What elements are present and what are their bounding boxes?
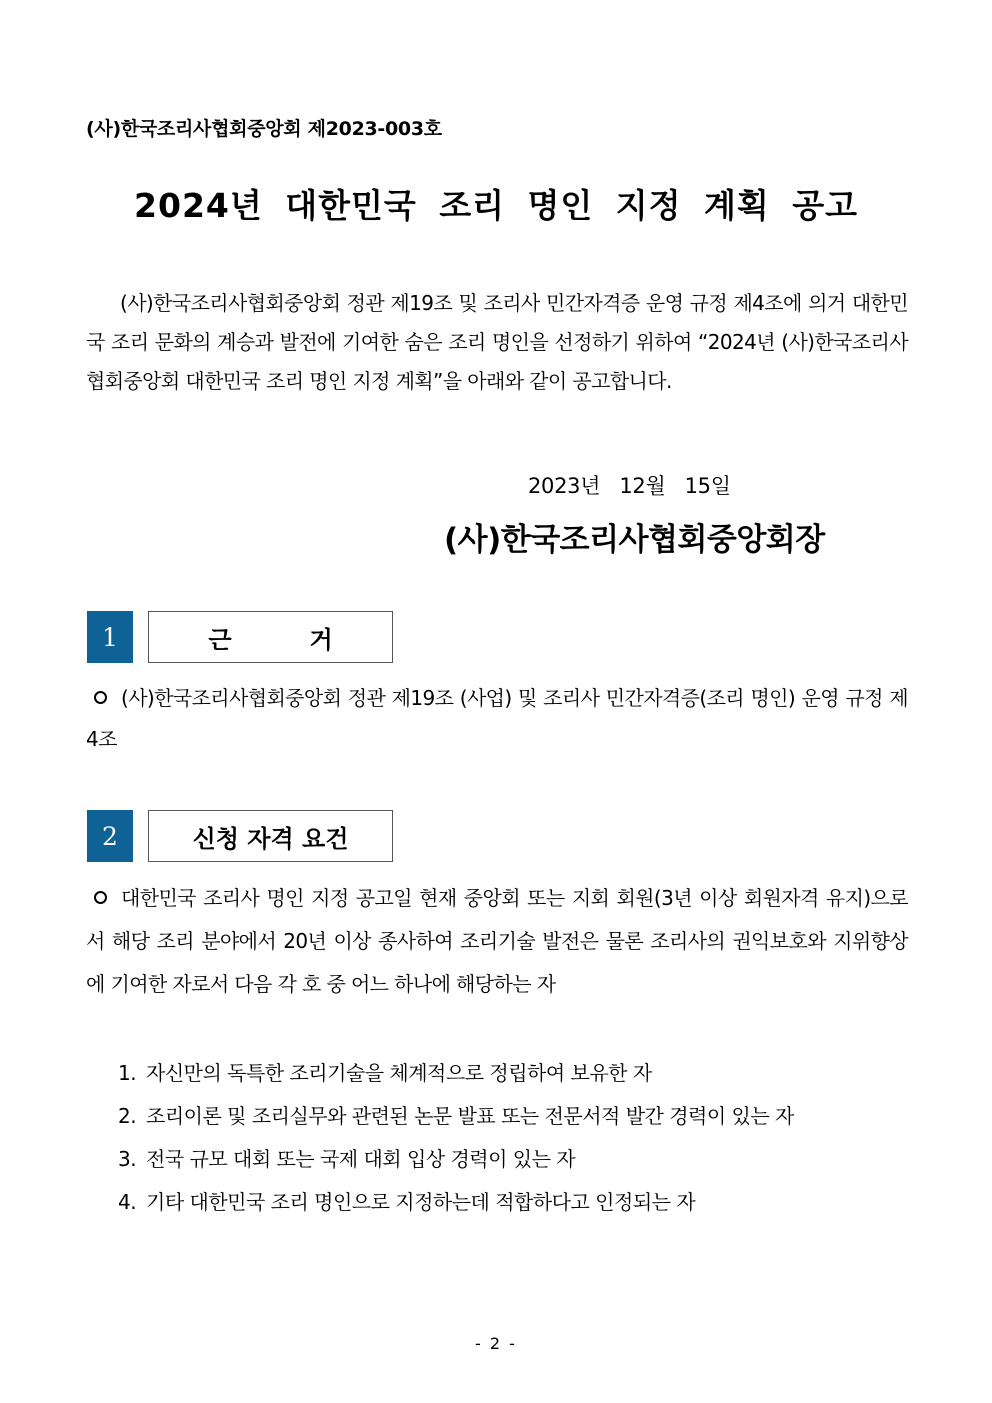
intro-paragraph: (사)한국조리사협회중앙회 정관 제19조 및 조리사 민간자격증 운영 규정 제4조에 의거 대한민국 조리 문화의 계승과 발전에 기여한 숨은 조리 명인을 선정하기 위하여 “2024년 (사)한국조리사협회중앙회 대한민국 조리 명인 지정 계획”을 아래와 같이 공고합니다. [86,291,908,393]
document-number: (사)한국조리사협회중앙회 제2023-003호 [86,118,442,140]
section-title-box: 신청 자격 요건 [148,810,393,862]
section-2-body [86,877,908,1006]
section-1-body [86,678,908,760]
section-number-badge: 2 [87,810,133,862]
eligibility-list [118,1052,794,1224]
section-title-part: 거 [309,625,333,654]
list-item: 2. 조리이론 및 조리실무와 관련된 논문 발표 또는 전문서적 발간 경력이 있는 자 [118,1104,794,1128]
section-body-text: (사)한국조리사협회중앙회 정관 제19조 (사업) 및 조리사 민간자격증(조리 명인) 운영 규정 제4조 [86,686,908,751]
section-title-part: 근 [208,625,232,654]
section-1-header [87,611,393,663]
announcement-date: 2023년 12월 15일 [528,474,731,498]
section-body-text: 대한민국 조리사 명인 지정 공고일 현재 중앙회 또는 지회 회원(3년 이상 회원자격 유지)으로서 해당 조리 분야에서 20년 이상 종사하여 조리기술 발전은 물론 조리사의 권익보호와 지위향상에 기여한 자로서 다음 각 호 중 어느 하나에 해당하는 자 [86,886,908,996]
signer-name: (사)한국조리사협회중앙회장 [444,522,825,558]
section-2-header [87,810,393,862]
list-item: 4. 기타 대한민국 조리 명인으로 지정하는데 적합하다고 인정되는 자 [118,1190,696,1214]
hollow-circle-bullet-icon [94,691,107,704]
list-item: 1. 자신만의 독특한 조리기술을 체계적으로 정립하여 보유한 자 [118,1061,652,1085]
list-item: 3. 전국 규모 대회 또는 국제 대회 입상 경력이 있는 자 [118,1147,576,1171]
page-title: 2024년 대한민국 조리 명인 지정 계획 공고 [134,186,858,225]
section-number-badge: 1 [87,611,133,663]
section-title-box [148,611,393,663]
page-number: - 2 - [475,1334,517,1353]
hollow-circle-bullet-icon [94,891,107,904]
